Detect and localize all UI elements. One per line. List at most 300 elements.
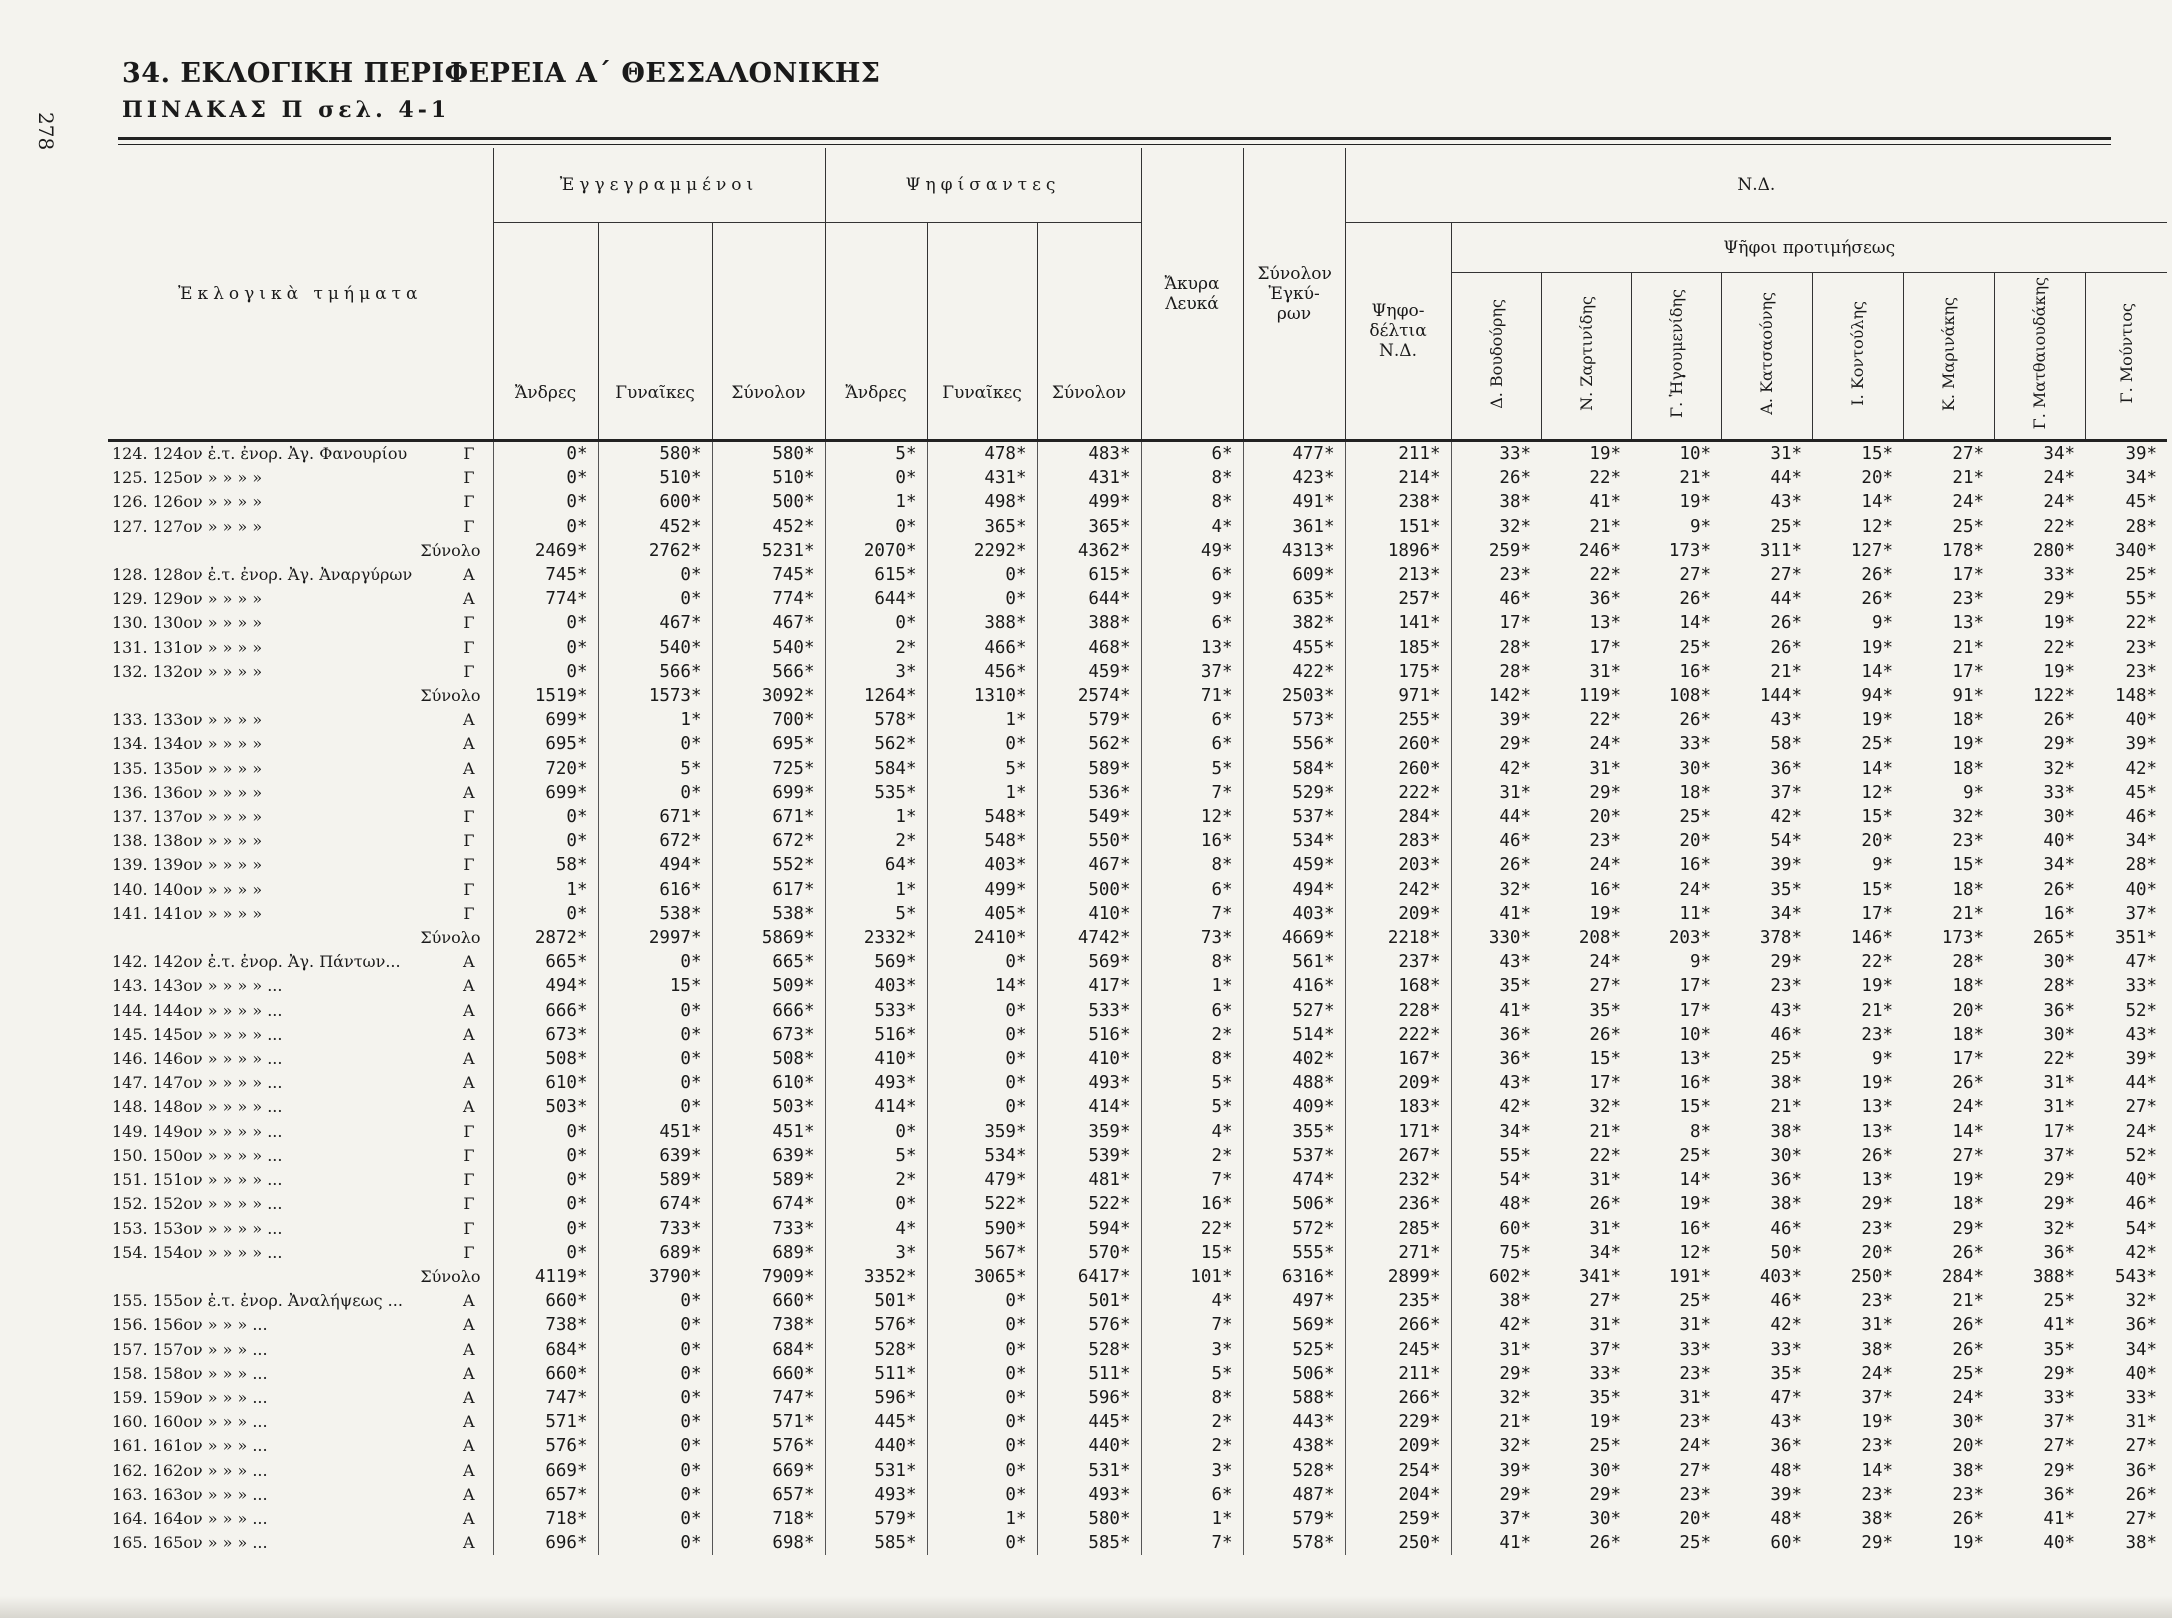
cell-value: 402* bbox=[1243, 1047, 1345, 1071]
cell-value: 26* bbox=[1589, 1024, 1622, 1045]
section-label bbox=[108, 1313, 493, 1337]
section-gender: Α bbox=[462, 782, 475, 802]
section-name: 134. 134ον » » » » bbox=[112, 734, 263, 754]
cell-value: 27* bbox=[2125, 1097, 2158, 1118]
cell-value: 267* bbox=[1345, 1144, 1451, 1168]
cell-value: 24* bbox=[2125, 1121, 2158, 1142]
cell-value: 148* bbox=[2114, 686, 2158, 707]
cell-value: 23* bbox=[1861, 1484, 1894, 1505]
cell-value: 409* bbox=[1243, 1095, 1345, 1119]
cell-value: 4313* bbox=[1243, 539, 1345, 563]
cell-value: 119* bbox=[1578, 686, 1622, 707]
cell-value: 15* bbox=[1861, 807, 1894, 828]
cell-value: 27* bbox=[1589, 976, 1622, 997]
cell-value: 12* bbox=[1861, 782, 1894, 803]
cell-value: 29* bbox=[2043, 1194, 2076, 1215]
section-gender: Γ bbox=[463, 855, 475, 875]
cell-value: 24* bbox=[1861, 1363, 1894, 1384]
cell-value: 590* bbox=[927, 1217, 1037, 1241]
cell-value: 47* bbox=[2125, 952, 2158, 973]
cell-value: 669* bbox=[712, 1459, 825, 1483]
cell-value: 570* bbox=[1037, 1241, 1141, 1265]
cell-value: 5* bbox=[1141, 1071, 1243, 1095]
cell-value: 451* bbox=[712, 1120, 825, 1144]
cell-value: 52* bbox=[2125, 1145, 2158, 1166]
section-label bbox=[108, 1265, 493, 1289]
cell-value: 3065* bbox=[927, 1265, 1037, 1289]
header-men-registered: Ἄνδρες bbox=[493, 223, 598, 441]
cell-value: 37* bbox=[1589, 1339, 1622, 1360]
cell-value: 549* bbox=[1037, 805, 1141, 829]
cell-value: 6* bbox=[1141, 732, 1243, 756]
header-registered: Ἐγγεγραμμένοι bbox=[493, 148, 825, 223]
cell-value: 9* bbox=[1689, 952, 1712, 973]
cell-value: 35* bbox=[1770, 879, 1803, 900]
cell-value: 0* bbox=[493, 1120, 598, 1144]
section-label bbox=[108, 974, 493, 998]
section-label bbox=[108, 781, 493, 805]
cell-value: 569* bbox=[1243, 1313, 1345, 1337]
cell-value: 2410* bbox=[927, 926, 1037, 950]
cell-value: 562* bbox=[1037, 732, 1141, 756]
cell-value: 1* bbox=[825, 878, 927, 902]
results-table bbox=[108, 148, 2167, 1555]
cell-value: 21* bbox=[1451, 1410, 1541, 1434]
cell-value: 15* bbox=[598, 974, 712, 998]
cell-value: 175* bbox=[1345, 660, 1451, 684]
header-valid-total: Σύνολον Ἐγκύ-ρων bbox=[1243, 148, 1345, 441]
cell-value: 493* bbox=[1037, 1483, 1141, 1507]
cell-value: 21* bbox=[1679, 468, 1712, 489]
cell-value: 32* bbox=[1451, 1386, 1541, 1410]
cell-value: 26* bbox=[1952, 1315, 1985, 1336]
cell-value: 410* bbox=[1037, 902, 1141, 926]
cell-value: 173* bbox=[1668, 540, 1712, 561]
section-gender: Α bbox=[462, 1484, 475, 1504]
cell-value: 46* bbox=[1770, 1024, 1803, 1045]
cell-value: 774* bbox=[493, 587, 598, 611]
cell-value: 506* bbox=[1243, 1362, 1345, 1386]
cell-value: 23* bbox=[1679, 1363, 1712, 1384]
cell-value: 571* bbox=[712, 1410, 825, 1434]
cell-value: 26* bbox=[1861, 589, 1894, 610]
cell-value: 660* bbox=[493, 1362, 598, 1386]
section-gender: Α bbox=[462, 1291, 475, 1311]
section-label bbox=[108, 1289, 493, 1313]
cell-value: 10* bbox=[1679, 444, 1712, 464]
cell-value: 25* bbox=[1589, 1436, 1622, 1457]
cell-value: 4* bbox=[825, 1217, 927, 1241]
cell-value: 259* bbox=[1345, 1507, 1451, 1531]
cell-value: 34* bbox=[1589, 1242, 1622, 1263]
cell-value: 2218* bbox=[1345, 926, 1451, 950]
cell-value: 171* bbox=[1345, 1120, 1451, 1144]
cell-value: 414* bbox=[1037, 1095, 1141, 1119]
header-candidate: Α. Κατσαούνης bbox=[1721, 273, 1812, 441]
cell-value: 527* bbox=[1243, 999, 1345, 1023]
cell-value: 285* bbox=[1345, 1217, 1451, 1241]
cell-value: 579* bbox=[1243, 1507, 1345, 1531]
cell-value: 17* bbox=[1952, 565, 1985, 586]
header-total-voted: Σύνολον bbox=[1037, 223, 1141, 441]
cell-value: 16* bbox=[1679, 855, 1712, 876]
cell-value: 8* bbox=[1141, 490, 1243, 514]
cell-value: 0* bbox=[927, 1483, 1037, 1507]
table-row bbox=[108, 1047, 2167, 1071]
cell-value: 493* bbox=[825, 1483, 927, 1507]
cell-value: 525* bbox=[1243, 1338, 1345, 1362]
cell-value: 40* bbox=[2125, 710, 2158, 731]
cell-value: 609* bbox=[1243, 563, 1345, 587]
cell-value: 0* bbox=[598, 1095, 712, 1119]
section-gender: Α bbox=[462, 1533, 475, 1553]
cell-value: 21* bbox=[1770, 1097, 1803, 1118]
cell-value: 23* bbox=[1952, 831, 1985, 852]
cell-value: 16* bbox=[1679, 1218, 1712, 1239]
section-label bbox=[108, 1217, 493, 1241]
cell-value: 266* bbox=[1345, 1386, 1451, 1410]
cell-value: 616* bbox=[598, 878, 712, 902]
section-name: 151. 151ον » » » » ... bbox=[112, 1170, 283, 1190]
cell-value: 40* bbox=[2043, 831, 2076, 852]
cell-value: 35* bbox=[2043, 1339, 2076, 1360]
table-row bbox=[108, 1144, 2167, 1168]
cell-value: 34* bbox=[1451, 1120, 1541, 1144]
section-gender: Α bbox=[462, 565, 475, 585]
table-row bbox=[108, 636, 2167, 660]
cell-value: 242* bbox=[1345, 878, 1451, 902]
cell-value: 31* bbox=[2043, 1097, 2076, 1118]
cell-value: 229* bbox=[1345, 1410, 1451, 1434]
cell-value: 19* bbox=[1589, 444, 1622, 464]
cell-value: 21* bbox=[1770, 661, 1803, 682]
cell-value: 146* bbox=[1850, 928, 1894, 949]
cell-value: 493* bbox=[825, 1071, 927, 1095]
cell-value: 38* bbox=[1770, 1194, 1803, 1215]
cell-value: 596* bbox=[1037, 1386, 1141, 1410]
cell-value: 534* bbox=[927, 1144, 1037, 1168]
cell-value: 33* bbox=[2043, 782, 2076, 803]
section-name: 140. 140ον » » » » bbox=[112, 879, 263, 899]
cell-value: 15* bbox=[1141, 1241, 1243, 1265]
cell-value: 26* bbox=[1770, 613, 1803, 634]
cell-value: 501* bbox=[825, 1289, 927, 1313]
cell-value: 2* bbox=[1141, 1144, 1243, 1168]
cell-value: 478* bbox=[927, 441, 1037, 467]
cell-value: 46* bbox=[1770, 1218, 1803, 1239]
cell-value: 23* bbox=[1861, 1291, 1894, 1312]
section-name: 133. 133ον » » » » bbox=[112, 710, 263, 730]
cell-value: 15* bbox=[1861, 879, 1894, 900]
cell-value: 0* bbox=[598, 1483, 712, 1507]
cell-value: 0* bbox=[493, 1217, 598, 1241]
cell-value: 26* bbox=[1451, 853, 1541, 877]
cell-value: 8* bbox=[1141, 853, 1243, 877]
cell-value: 479* bbox=[927, 1168, 1037, 1192]
cell-value: 0* bbox=[598, 999, 712, 1023]
cell-value: 16* bbox=[1679, 661, 1712, 682]
cell-value: 410* bbox=[825, 1047, 927, 1071]
cell-value: 4362* bbox=[1037, 539, 1141, 563]
table-row bbox=[108, 902, 2167, 926]
section-label bbox=[108, 466, 493, 490]
cell-value: 19* bbox=[1952, 734, 1985, 755]
cell-value: 747* bbox=[712, 1386, 825, 1410]
cell-value: 4* bbox=[1141, 1289, 1243, 1313]
section-name: Σύνολο bbox=[420, 928, 481, 948]
cell-value: 585* bbox=[825, 1531, 927, 1555]
cell-value: 30* bbox=[1952, 1412, 1985, 1433]
cell-value: 410* bbox=[1037, 1047, 1141, 1071]
cell-value: 27* bbox=[1679, 1460, 1712, 1481]
cell-value: 37* bbox=[1451, 1507, 1541, 1531]
cell-value: 0* bbox=[927, 1095, 1037, 1119]
cell-value: 483* bbox=[1037, 441, 1141, 467]
cell-value: 213* bbox=[1345, 563, 1451, 587]
cell-value: 41* bbox=[2043, 1508, 2076, 1529]
cell-value: 497* bbox=[1243, 1289, 1345, 1313]
table-row bbox=[108, 1362, 2167, 1386]
cell-value: 699* bbox=[493, 781, 598, 805]
cell-value: 33* bbox=[1679, 734, 1712, 755]
subtotal-row bbox=[108, 684, 2167, 708]
section-gender: Γ bbox=[463, 637, 475, 657]
cell-value: 0* bbox=[927, 1071, 1037, 1095]
cell-value: 531* bbox=[825, 1459, 927, 1483]
cell-value: 689* bbox=[598, 1241, 712, 1265]
cell-value: 8* bbox=[1141, 466, 1243, 490]
cell-value: 25* bbox=[1770, 1049, 1803, 1070]
cell-value: 191* bbox=[1668, 1266, 1712, 1287]
document-subtitle: ΠΙΝΑΚΑΣ Π σελ. 4-1 bbox=[122, 97, 451, 123]
cell-value: 388* bbox=[1037, 611, 1141, 635]
cell-value: 31* bbox=[1679, 1315, 1712, 1336]
cell-value: 203* bbox=[1668, 928, 1712, 949]
section-name: 142. 142ον ἐ.τ. ἐνορ. Ἀγ. Πάντων... bbox=[112, 952, 401, 972]
cell-value: 38* bbox=[1451, 490, 1541, 514]
cell-value: 700* bbox=[712, 708, 825, 732]
section-label bbox=[108, 732, 493, 756]
cell-value: 2503* bbox=[1243, 684, 1345, 708]
cell-value: 4* bbox=[1141, 1120, 1243, 1144]
cell-value: 22* bbox=[1589, 710, 1622, 731]
cell-value: 34* bbox=[2125, 468, 2158, 489]
cell-value: 36* bbox=[1770, 758, 1803, 779]
cell-value: 534* bbox=[1243, 829, 1345, 853]
cell-value: 25* bbox=[1679, 807, 1712, 828]
cell-value: 522* bbox=[927, 1192, 1037, 1216]
cell-value: 232* bbox=[1345, 1168, 1451, 1192]
cell-value: 2* bbox=[1141, 1023, 1243, 1047]
cell-value: 26* bbox=[1952, 1073, 1985, 1094]
cell-value: 19* bbox=[1861, 637, 1894, 658]
section-label bbox=[108, 611, 493, 635]
cell-value: 35* bbox=[1770, 1363, 1803, 1384]
cell-value: 26* bbox=[2043, 879, 2076, 900]
cell-value: 31* bbox=[1589, 661, 1622, 682]
table-row bbox=[108, 466, 2167, 490]
section-name: 145. 145ον » » » » ... bbox=[112, 1024, 283, 1044]
section-name: 165. 165ον » » » ... bbox=[112, 1533, 268, 1553]
section-label bbox=[108, 490, 493, 514]
cell-value: 27* bbox=[1589, 1291, 1622, 1312]
cell-value: 13* bbox=[1141, 636, 1243, 660]
cell-value: 31* bbox=[1451, 1338, 1541, 1362]
cell-value: 42* bbox=[1451, 1095, 1541, 1119]
cell-value: 440* bbox=[825, 1434, 927, 1458]
cell-value: 20* bbox=[1952, 1000, 1985, 1021]
section-gender: Α bbox=[462, 1073, 475, 1093]
table-row bbox=[108, 1120, 2167, 1144]
cell-value: 12* bbox=[1679, 1242, 1712, 1263]
cell-value: 208* bbox=[1578, 928, 1622, 949]
cell-value: 31* bbox=[1679, 1387, 1712, 1408]
cell-value: 2899* bbox=[1345, 1265, 1451, 1289]
cell-value: 0* bbox=[493, 636, 598, 660]
section-name: 161. 161ον » » » ... bbox=[112, 1436, 268, 1456]
section-name: 160. 160ον » » » ... bbox=[112, 1412, 268, 1432]
section-name: 164. 164ον » » » ... bbox=[112, 1508, 268, 1528]
cell-value: 31* bbox=[1589, 1218, 1622, 1239]
cell-value: 27* bbox=[1679, 565, 1712, 586]
cell-value: 228* bbox=[1345, 999, 1451, 1023]
table-row bbox=[108, 515, 2167, 539]
cell-value: 0* bbox=[927, 950, 1037, 974]
cell-value: 378* bbox=[1759, 928, 1803, 949]
section-gender: Γ bbox=[463, 468, 475, 488]
cell-value: 639* bbox=[598, 1144, 712, 1168]
cell-value: 491* bbox=[1243, 490, 1345, 514]
cell-value: 30* bbox=[1589, 1460, 1622, 1481]
cell-value: 0* bbox=[927, 1313, 1037, 1337]
cell-value: 467* bbox=[598, 611, 712, 635]
cell-value: 30* bbox=[2043, 807, 2076, 828]
cell-value: 594* bbox=[1037, 1217, 1141, 1241]
cell-value: 39* bbox=[2125, 734, 2158, 755]
cell-value: 43* bbox=[1451, 1071, 1541, 1095]
subtotal-row bbox=[108, 539, 2167, 563]
cell-value: 531* bbox=[1037, 1459, 1141, 1483]
cell-value: 414* bbox=[825, 1095, 927, 1119]
cell-value: 55* bbox=[2125, 589, 2158, 610]
cell-value: 25* bbox=[2043, 1291, 2076, 1312]
section-gender: Α bbox=[462, 1315, 475, 1335]
cell-value: 33* bbox=[1770, 1339, 1803, 1360]
subtotal-row bbox=[108, 1265, 2167, 1289]
section-name: 157. 157ον » » » ... bbox=[112, 1339, 268, 1359]
cell-value: 6* bbox=[1141, 878, 1243, 902]
cell-value: 29* bbox=[2043, 589, 2076, 610]
section-label bbox=[108, 1120, 493, 1144]
cell-value: 36* bbox=[2125, 1460, 2158, 1481]
header-preference: Ψῆφοι προτιμήσεως bbox=[1451, 223, 2167, 273]
cell-value: 440* bbox=[1037, 1434, 1141, 1458]
cell-value: 26* bbox=[1589, 1533, 1622, 1554]
cell-value: 522* bbox=[1037, 1192, 1141, 1216]
cell-value: 39* bbox=[2125, 444, 2158, 464]
cell-value: 29* bbox=[1861, 1194, 1894, 1215]
cell-value: 0* bbox=[493, 515, 598, 539]
cell-value: 246* bbox=[1578, 540, 1622, 561]
cell-value: 0* bbox=[493, 1168, 598, 1192]
cell-value: 341* bbox=[1578, 1266, 1622, 1287]
cell-value: 355* bbox=[1243, 1120, 1345, 1144]
cell-value: 2469* bbox=[493, 539, 598, 563]
cell-value: 54* bbox=[1770, 831, 1803, 852]
cell-value: 7* bbox=[1141, 1531, 1243, 1555]
cell-value: 452* bbox=[598, 515, 712, 539]
cell-value: 3* bbox=[825, 1241, 927, 1265]
cell-value: 34* bbox=[2125, 1339, 2158, 1360]
section-gender: Α bbox=[462, 1097, 475, 1117]
cell-value: 21* bbox=[1952, 1291, 1985, 1312]
cell-value: 35* bbox=[1589, 1387, 1622, 1408]
section-name: 155. 155ον ἐ.τ. ἐνορ. Ἀναλήψεως ... bbox=[112, 1291, 403, 1311]
cell-value: 548* bbox=[927, 805, 1037, 829]
cell-value: 24* bbox=[1589, 855, 1622, 876]
cell-value: 579* bbox=[1037, 708, 1141, 732]
cell-value: 45* bbox=[2125, 782, 2158, 803]
cell-value: 0* bbox=[927, 1459, 1037, 1483]
cell-value: 5* bbox=[825, 902, 927, 926]
cell-value: 0* bbox=[598, 1386, 712, 1410]
cell-value: 32* bbox=[1589, 1097, 1622, 1118]
cell-value: 19* bbox=[1861, 1073, 1894, 1094]
cell-value: 39* bbox=[2125, 1049, 2158, 1070]
cell-value: 535* bbox=[825, 781, 927, 805]
cell-value: 13* bbox=[1861, 1121, 1894, 1142]
cell-value: 1* bbox=[927, 708, 1037, 732]
cell-value: 19* bbox=[1952, 1170, 1985, 1191]
section-name: 125. 125ον » » » » bbox=[112, 468, 263, 488]
cell-value: 41* bbox=[2043, 1315, 2076, 1336]
cell-value: 403* bbox=[1243, 902, 1345, 926]
section-gender: Γ bbox=[463, 903, 475, 923]
cell-value: 538* bbox=[712, 902, 825, 926]
cell-value: 46* bbox=[2125, 807, 2158, 828]
cell-value: 23* bbox=[1861, 1024, 1894, 1045]
cell-value: 211* bbox=[1345, 1362, 1451, 1386]
cell-value: 46* bbox=[2125, 1194, 2158, 1215]
cell-value: 774* bbox=[712, 587, 825, 611]
cell-value: 0* bbox=[598, 1047, 712, 1071]
cell-value: 21* bbox=[1952, 903, 1985, 924]
cell-value: 7* bbox=[1141, 1168, 1243, 1192]
table-row bbox=[108, 878, 2167, 902]
cell-value: 510* bbox=[712, 466, 825, 490]
cell-value: 26* bbox=[1952, 1339, 1985, 1360]
section-label bbox=[108, 1071, 493, 1095]
cell-value: 31* bbox=[1589, 1170, 1622, 1191]
cell-value: 1* bbox=[825, 490, 927, 514]
cell-value: 17* bbox=[1451, 611, 1541, 635]
cell-value: 1264* bbox=[825, 684, 927, 708]
cell-value: 29* bbox=[2043, 1170, 2076, 1191]
section-gender: Α bbox=[462, 1436, 475, 1456]
cell-value: 265* bbox=[2032, 928, 2076, 949]
cell-value: 37* bbox=[2043, 1412, 2076, 1433]
cell-value: 17* bbox=[1679, 976, 1712, 997]
cell-value: 695* bbox=[712, 732, 825, 756]
cell-value: 255* bbox=[1345, 708, 1451, 732]
cell-value: 214* bbox=[1345, 466, 1451, 490]
cell-value: 24* bbox=[1679, 879, 1712, 900]
cell-value: 2* bbox=[1141, 1410, 1243, 1434]
cell-value: 499* bbox=[1037, 490, 1141, 514]
cell-value: 566* bbox=[598, 660, 712, 684]
cell-value: 30* bbox=[2043, 1024, 2076, 1045]
cell-value: 0* bbox=[493, 829, 598, 853]
